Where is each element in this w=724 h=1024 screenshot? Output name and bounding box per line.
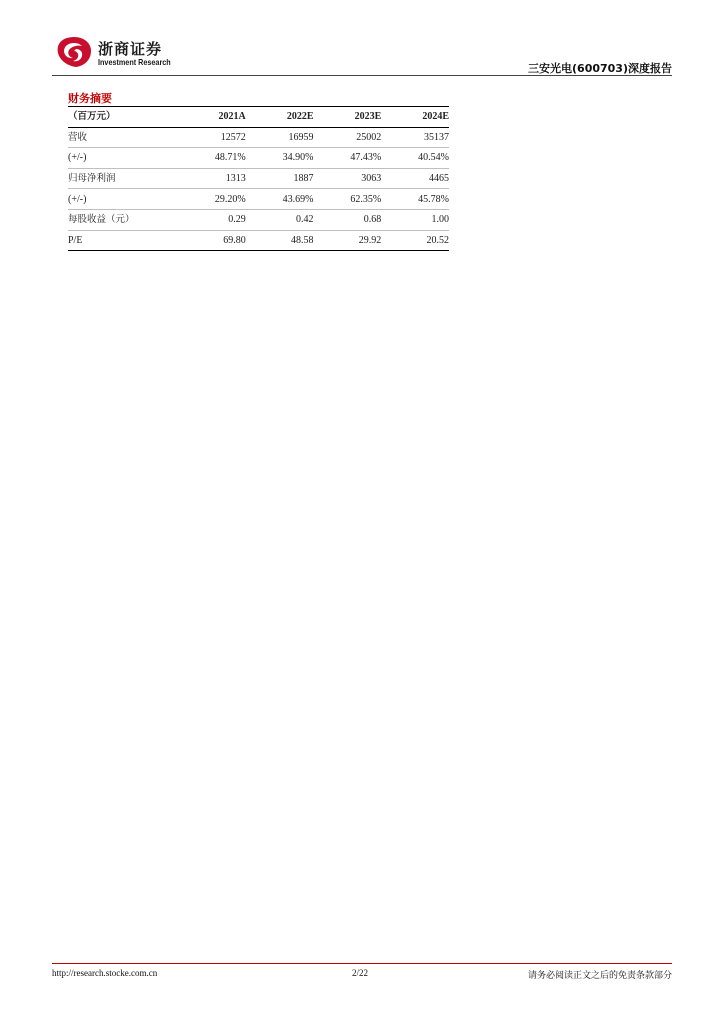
page-number: 2/22 <box>352 968 369 978</box>
header-2022e: 2022E <box>246 107 314 128</box>
table-cell: 35137 <box>381 127 449 148</box>
table-cell: 69.80 <box>178 230 246 251</box>
report-title: 三安光电(600703)深度报告 <box>528 62 672 75</box>
table-cell: 48.58 <box>246 230 314 251</box>
table-cell: 3063 <box>314 168 382 189</box>
table-row <box>68 209 449 230</box>
row-label: (+/-) <box>68 148 178 169</box>
brand-name-en: Investment Research <box>98 57 171 67</box>
zheshang-logo-icon <box>52 34 96 70</box>
header-divider <box>52 75 672 76</box>
table-cell: 4465 <box>381 168 449 189</box>
header-2021a: 2021A <box>178 107 246 128</box>
table-cell: 1.00 <box>381 209 449 230</box>
table-cell: 34.90% <box>246 148 314 169</box>
table-cell: 0.68 <box>314 209 382 230</box>
table-cell: 45.78% <box>381 189 449 210</box>
section-title: 财务摘要 <box>68 92 112 105</box>
footer-divider <box>52 963 672 964</box>
header-2023e: 2023E <box>314 107 382 128</box>
row-label: (+/-) <box>68 189 178 210</box>
row-label: 每股收益（元） <box>68 209 178 230</box>
table-row <box>68 230 449 251</box>
table-cell: 1887 <box>246 168 314 189</box>
financial-summary-table <box>68 106 449 251</box>
table-row <box>68 148 449 169</box>
table-row <box>68 127 449 148</box>
table-row <box>68 168 449 189</box>
table-row <box>68 189 449 210</box>
table-cell: 25002 <box>314 127 382 148</box>
table-cell: 0.42 <box>246 209 314 230</box>
brand-name-cn: 浙商证券 <box>98 40 163 58</box>
header-unit: （百万元） <box>68 107 178 128</box>
row-label: 归母净利润 <box>68 168 178 189</box>
row-label: 营收 <box>68 127 178 148</box>
table-cell: 16959 <box>246 127 314 148</box>
footer-url-link[interactable]: http://research.stocke.com.cn <box>52 968 158 978</box>
table-cell: 48.71% <box>178 148 246 169</box>
table-cell: 20.52 <box>381 230 449 251</box>
header-2024e: 2024E <box>381 107 449 128</box>
table-cell: 29.20% <box>178 189 246 210</box>
footer-disclaimer: 请务必阅读正文之后的免责条款部分 <box>527 971 672 981</box>
table-cell: 12572 <box>178 127 246 148</box>
table-cell: 40.54% <box>381 148 449 169</box>
table-cell: 29.92 <box>314 230 382 251</box>
table-cell: 0.29 <box>178 209 246 230</box>
row-label: P/E <box>68 230 178 251</box>
table-cell: 1313 <box>178 168 246 189</box>
table-cell: 62.35% <box>314 189 382 210</box>
table-cell: 43.69% <box>246 189 314 210</box>
table-cell: 47.43% <box>314 148 382 169</box>
page-header <box>52 34 672 76</box>
table-header-row <box>68 107 449 128</box>
